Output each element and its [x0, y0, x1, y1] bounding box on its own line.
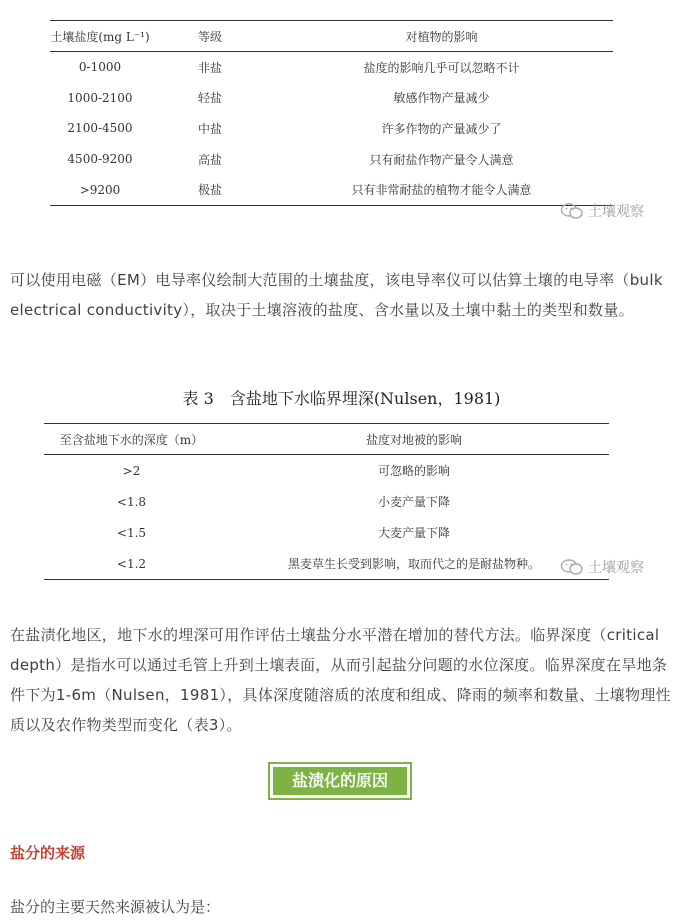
table-header-cell: 对植物的影响: [270, 21, 613, 52]
table-header-cell: 盐度对地被的影响: [219, 424, 609, 455]
table-row: [44, 486, 609, 517]
subheading: 盐分的来源: [10, 844, 86, 862]
table-row: [44, 517, 609, 548]
table-cell: 盐度的影响几乎可以忽略不计: [363, 60, 520, 75]
table-header-cell: 土壤盐度(mg L⁻¹): [50, 21, 150, 52]
table-cell: 只有非常耐盐的植物才能令人满意: [351, 183, 532, 198]
table-cell: 只有耐盐作物产量令人满意: [369, 152, 514, 167]
table-header-cell: 等级: [150, 21, 270, 52]
table-caption: 表 3 含盐地下水临界埋深(Nulsen，1981): [182, 389, 501, 408]
table-cell: 中盐: [197, 121, 222, 136]
table-row: [50, 52, 613, 83]
table-row: [44, 548, 609, 580]
table-row: [50, 83, 613, 114]
table-cell: >2: [122, 463, 141, 478]
table-cell: 2100-4500: [67, 121, 133, 136]
table-row: [50, 174, 613, 205]
table-cell: 小麦产量下降: [377, 495, 450, 509]
wechat-icon: [560, 558, 584, 576]
table-cell: 轻盐: [197, 91, 222, 106]
table-cell: 极盐: [197, 183, 222, 198]
section-heading-label: 盐渍化的原因: [273, 767, 407, 795]
table-cell: 敏感作物产量减少: [393, 91, 490, 106]
table-cell: 高盐: [197, 152, 222, 167]
wechat-icon: [560, 202, 584, 220]
table-cell: >9200: [79, 182, 121, 197]
salinity-class-table: [50, 20, 613, 206]
watermark: [560, 201, 644, 221]
groundwater-depth-table: [44, 423, 609, 580]
paragraph: 可以使用电磁（EM）电导率仪绘制大范围的土壤盐度，该电导率仪可以估算土壤的电导率（bulk electrical conductivity），取决于土壤溶液的盐度、含水量以及土壤中黏土的类型和数量。: [10, 271, 663, 319]
table-cell: 大麦产量下降: [377, 526, 450, 540]
watermark: [560, 557, 644, 577]
table-cell: 非盐: [197, 60, 222, 75]
paragraph: 在盐渍化地区，地下水的埋深可用作评估土壤盐分水平潜在增加的替代方法。临界深度（critical depth）是指水可以通过毛管上升到土壤表面，从而引起盐分问题的水位深度。临界深度在旱地条件下为1-6m（Nulsen，1981），具体深度随溶质的浓度和组成、降雨的频率和数量、土壤物理性质以及农作物类型而变化（表3）。: [10, 626, 671, 734]
table-cell: <1.5: [116, 525, 147, 540]
watermark-text: 土壤观察: [588, 560, 644, 576]
table-row: [50, 144, 613, 175]
table-cell: 1000-2100: [67, 90, 133, 105]
table-cell: <1.8: [116, 494, 147, 509]
table-cell: <1.2: [116, 556, 147, 571]
table-header-row: [50, 21, 613, 52]
table-cell: 许多作物的产量减少了: [381, 121, 502, 136]
table-cell: 可忽略的影响: [377, 464, 450, 478]
table-cell: 黑麦草生长受到影响，取而代之的是耐盐物种。: [287, 557, 540, 571]
table-header-row: [44, 424, 609, 455]
table-row: [44, 455, 609, 487]
table-row: [50, 113, 613, 144]
section-heading-button[interactable]: [268, 762, 412, 800]
table-cell: 4500-9200: [67, 152, 133, 167]
watermark-text: 土壤观察: [588, 204, 644, 220]
table-header-cell: 至含盐地下水的深度（m）: [44, 424, 219, 455]
paragraph: 盐分的主要天然来源被认为是：: [10, 898, 221, 916]
table-cell: 0-1000: [78, 60, 122, 75]
